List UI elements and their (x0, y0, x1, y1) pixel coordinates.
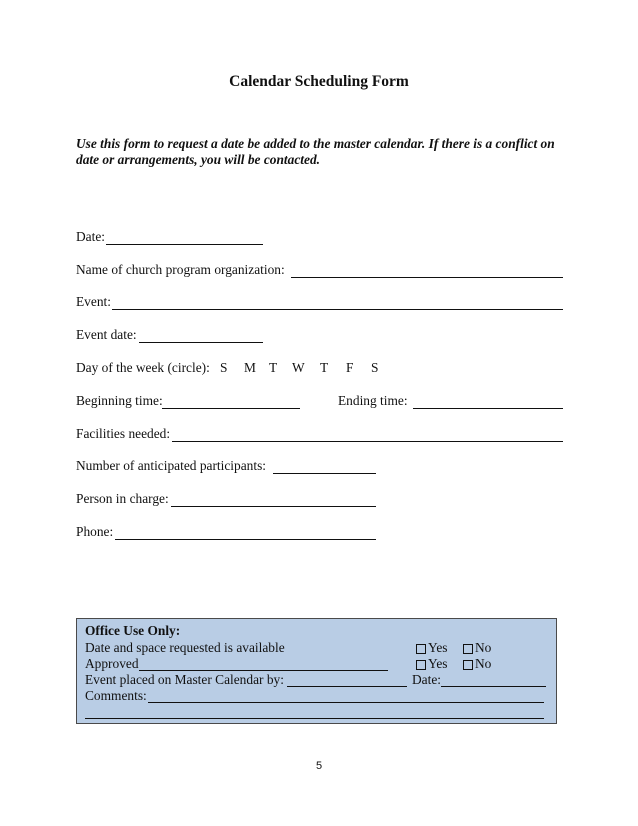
placed-date-label: Date: (412, 672, 441, 687)
ending-time-field[interactable] (413, 408, 563, 409)
ending-time-label: Ending time: (338, 393, 408, 408)
page-number: 5 (315, 760, 323, 772)
beginning-time-field[interactable] (162, 408, 300, 409)
form-title: Calendar Scheduling Form (229, 73, 409, 90)
approved-field[interactable] (139, 670, 388, 671)
comments-label: Comments: (85, 688, 147, 703)
approved-yes-checkbox[interactable] (416, 660, 426, 670)
person-in-charge-field[interactable] (171, 506, 376, 507)
placed-date-field[interactable] (441, 686, 546, 687)
day-saturday[interactable]: S (371, 360, 379, 375)
day-monday[interactable]: M (244, 360, 256, 375)
day-of-week-row (76, 360, 396, 378)
office-use-heading: Office Use Only: (85, 623, 181, 638)
day-wednesday[interactable]: W (292, 360, 305, 375)
day-tuesday[interactable]: T (269, 360, 278, 375)
comments-field-line-2[interactable] (85, 718, 544, 719)
facilities-field[interactable] (172, 441, 563, 442)
day-of-week-label: Day of the week (circle): (76, 360, 210, 375)
approved-label: Approved (85, 656, 139, 671)
event-label: Event: (76, 294, 111, 309)
organization-label: Name of church program organization: (76, 262, 285, 277)
date-field[interactable] (106, 244, 263, 245)
participants-field[interactable] (273, 473, 376, 474)
date-space-label: Date and space requested is available (85, 640, 285, 655)
placed-by-field[interactable] (287, 686, 407, 687)
office-use-box (76, 618, 557, 724)
day-sunday[interactable]: S (220, 360, 228, 375)
approved-yes-label: Yes (428, 656, 448, 671)
day-friday[interactable]: F (346, 360, 354, 375)
day-thursday[interactable]: T (320, 360, 329, 375)
intro-text: Use this form to request a date be added to the master calendar. If there is a conflict on date or arrangements, you will be contacted. (76, 136, 555, 167)
event-date-label: Event date: (76, 327, 137, 342)
time-row (76, 393, 566, 411)
facilities-label: Facilities needed: (76, 426, 171, 441)
beginning-time-label: Beginning time: (76, 393, 163, 408)
participants-label: Number of anticipated participants: (76, 458, 267, 473)
phone-field[interactable] (115, 539, 376, 540)
placed-by-label: Event placed on Master Calendar by: (85, 672, 284, 687)
date-space-no-label: No (475, 640, 492, 655)
approved-no-label: No (475, 656, 492, 671)
comments-field[interactable] (148, 702, 544, 703)
phone-label: Phone: (76, 524, 114, 539)
organization-field[interactable] (291, 277, 563, 278)
event-field[interactable] (112, 309, 563, 310)
date-space-yes-label: Yes (428, 640, 448, 655)
person-in-charge-label: Person in charge: (76, 491, 169, 506)
date-space-no-checkbox[interactable] (463, 644, 473, 654)
approved-no-checkbox[interactable] (463, 660, 473, 670)
date-space-yes-checkbox[interactable] (416, 644, 426, 654)
date-label: Date: (76, 229, 105, 244)
event-date-field[interactable] (139, 342, 263, 343)
